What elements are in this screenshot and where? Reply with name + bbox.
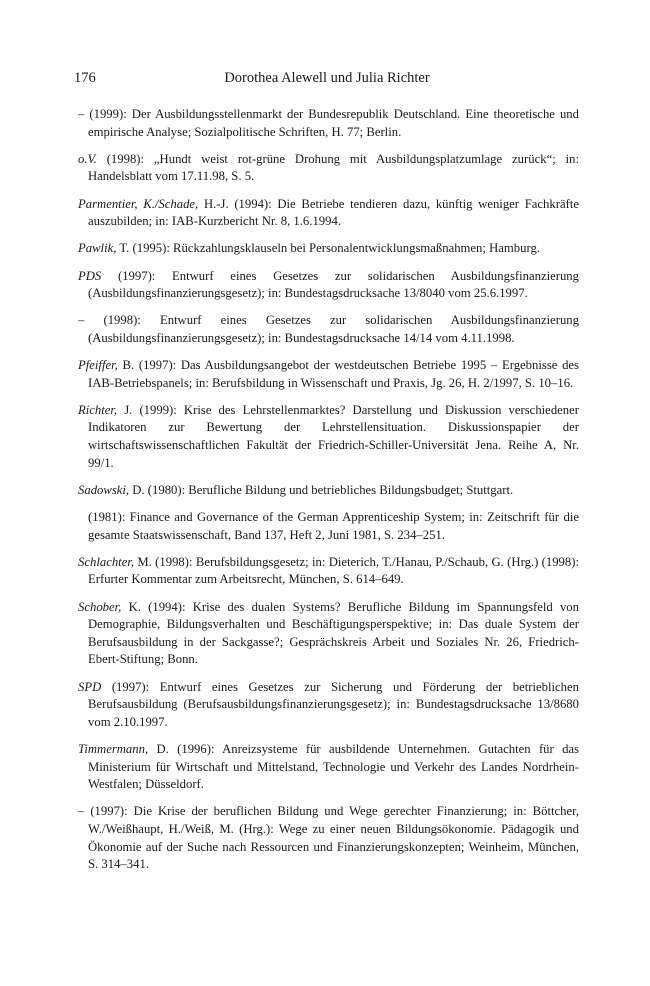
page-number: 176 bbox=[74, 70, 96, 86]
reference-text: K. (1994): Krise des dualen Systems? Berufliche Bildung im Spannungsfeld von Demographie, Bildungsverhalten und Beschäftigungsperspektive; in: Das duale System der Berufsausbildung in der Sackgasse?; Gesprächskreis Arbeit und Soziales Nr. 26, Friedrich-Ebert-Stiftung; Bonn. bbox=[88, 599, 579, 667]
reference-text: H.-J. (1994): Die Betriebe tendieren dazu, künftig weniger Fachkräfte auszubilden; in: IAB-Kurzbericht Nr. 8, 1.6.1994. bbox=[88, 196, 579, 229]
reference-text: – (1997): Die Krise der beruflichen Bildung und Wege gerechter Finanzierung; in: Böttcher, W./Weißhaupt, H./Weiß, M. (Hrg.): Wege zu einer neuen Bildungsökonomie. Pädagogik und Ökonomie auf der Suche nach Ressourcen und Finanzierungskonzepten; Weinheim, München, S. 314–341. bbox=[78, 804, 579, 872]
reference-author: Pawlik, bbox=[78, 241, 117, 256]
reference-text: (1981): Finance and Governance of the German Apprenticeship System; in: Zeitschrift für die gesamte Staatswissenschaft, Band 137, Heft 2, Juni 1981, S. 234–251. bbox=[88, 510, 579, 542]
running-title: Dorothea Alewell und Julia Richter bbox=[224, 70, 430, 86]
reference-entry bbox=[78, 268, 579, 303]
reference-text: M. (1998): Berufsbildungsgesetz; in: Dieterich, T./Hanau, P./Schaub, G. (Hrg.) (1998): Erfurter Kommentar zum Arbeitsrecht, München, S. 614–649. bbox=[88, 554, 579, 587]
reference-author: Parmentier, K./Schade, bbox=[78, 196, 199, 211]
reference-entry bbox=[78, 357, 579, 392]
reference-author: SPD bbox=[78, 679, 102, 694]
reference-author: PDS bbox=[78, 268, 102, 283]
reference-author: Pfeiffer, bbox=[78, 358, 118, 373]
reference-entry bbox=[78, 482, 579, 500]
reference-text: (1997): Entwurf eines Gesetzes zur Sicherung und Förderung der betrieblichen Berufsausbildung (Berufsausbildungsfinanzierungsgesetz); in: Bundestagsdrucksache 13/8680 vom 2.10.1997. bbox=[88, 679, 579, 729]
reference-author: Richter, bbox=[78, 402, 118, 417]
reference-text: D. (1980): Berufliche Bildung und betriebliches Bildungsbudget; Stuttgart. bbox=[129, 482, 514, 497]
reference-entry bbox=[78, 599, 579, 669]
reference-entry bbox=[78, 554, 579, 589]
reference-text: D. (1996): Anreizsysteme für ausbildende Unternehmen. Gutachten für das Ministerium für Wirtschaft und Mittelstand, Technologie und Verkehr des Landes Nordrhein-Westfalen; Düsseldorf. bbox=[88, 741, 579, 792]
reference-text: J. (1999): Krise des Lehrstellenmarktes? Darstellung und Diskussion verschiedener Indikatoren zur Bewertung der Lehrstellensituation. Diskussionspapier der wirtschaftswissenschaftlichen Fakultät der Friedrich-Schiller-Universität Jena. Reihe A, Nr. 99/1. bbox=[88, 402, 579, 470]
reference-text: (1997): Entwurf eines Gesetzes zur solidarischen Ausbildungsfinanzierung (Ausbildungsfinanzierungsgesetz); in: Bundestagsdrucksache 13/8040 vom 25.6.1997. bbox=[88, 268, 579, 301]
reference-entry bbox=[78, 196, 579, 231]
reference-entry bbox=[78, 106, 579, 141]
reference-text: (1998): „Hundt weist rot-grüne Drohung mit Ausbildungsplatzumlage zurück“; in: Handelsblatt vom 17.11.98, S. 5. bbox=[88, 151, 579, 184]
reference-entry bbox=[78, 240, 579, 258]
reference-list bbox=[78, 106, 579, 883]
page-header bbox=[74, 70, 580, 88]
reference-author: Timmermann, bbox=[78, 741, 149, 756]
reference-text: – (1998): Entwurf eines Gesetzes zur solidarischen Ausbildungsfinanzierung (Ausbildungsfinanzierungsgesetz); in: Bundestagsdrucksache 14/14 vom 4.11.1998. bbox=[78, 313, 579, 345]
reference-text: B. (1997): Das Ausbildungsangebot der westdeutschen Betriebe 1995 – Ergebnisse des IAB-Betriebspanels; in: Berufsbildung in Wissenschaft und Praxis, Jg. 26, H. 2/1997, S. 10–16. bbox=[88, 358, 579, 390]
reference-text: – (1999): Der Ausbildungsstellenmarkt der Bundesrepublik Deutschland. Eine theoretische und empirische Analyse; Sozialpolitische Schriften, H. 77; Berlin. bbox=[78, 107, 579, 139]
reference-entry bbox=[78, 679, 579, 732]
reference-author: Schlachter, bbox=[78, 554, 135, 569]
reference-entry bbox=[78, 509, 579, 544]
reference-entry bbox=[78, 151, 579, 186]
reference-author: Schober, bbox=[78, 599, 122, 614]
reference-text: T. (1995): Rückzahlungsklauseln bei Personalentwicklungsmaßnahmen; Hamburg. bbox=[116, 241, 540, 256]
reference-entry bbox=[78, 312, 579, 347]
reference-author: o.V. bbox=[78, 151, 97, 166]
reference-author: Sadowski, bbox=[78, 482, 130, 497]
reference-entry bbox=[78, 741, 579, 794]
reference-entry bbox=[78, 803, 579, 873]
reference-entry bbox=[78, 402, 579, 472]
